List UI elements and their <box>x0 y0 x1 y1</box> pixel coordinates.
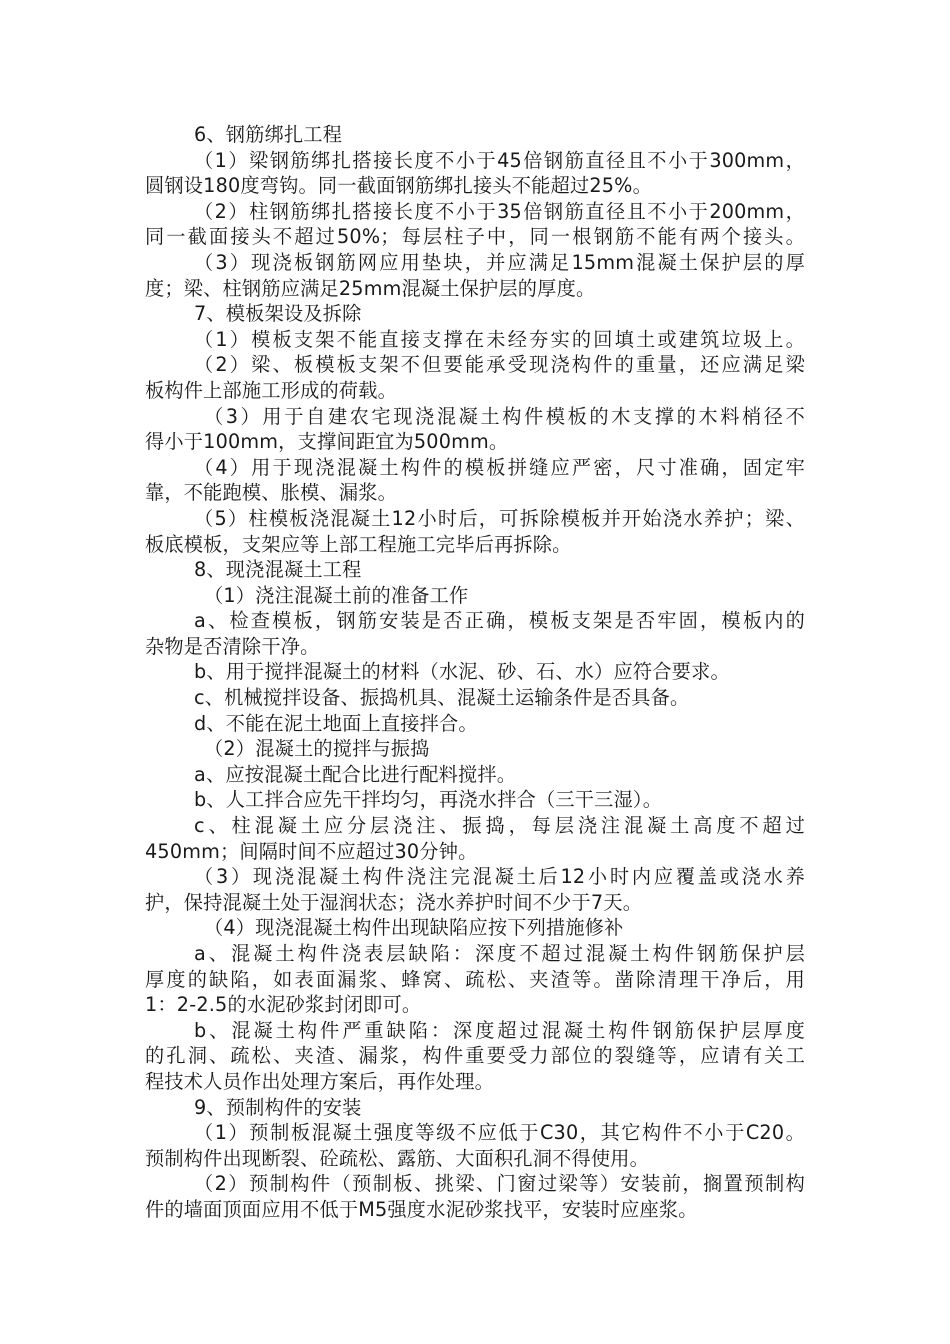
subsection-heading: （2）混凝土的搅拌与振捣 <box>204 737 430 761</box>
paragraph-line: a、检查模板，钢筋安装是否正确，模板支架是否牢固，模板内的 <box>194 609 805 633</box>
paragraph-line: a、应按混凝土配合比进行配料搅拌。 <box>194 762 517 786</box>
paragraph-line: c、柱混凝土应分层浇注、振捣，每层浇注混凝土高度不超过 <box>194 814 805 838</box>
document-body <box>145 122 805 1223</box>
section-heading: 8、现浇混凝土工程 <box>194 558 362 582</box>
paragraph-line: 杂物是否清除干净。 <box>145 634 320 658</box>
paragraph-line: （2）柱钢筋绑扎搭接长度不小于35倍钢筋直径且不小于200mm， <box>194 199 805 223</box>
paragraph-line: b、用于搅拌混凝土的材料（水泥、砂、石、水）应符合要求。 <box>194 660 730 684</box>
paragraph-line: 板构件上部施工形成的荷载。 <box>145 378 398 402</box>
paragraph-line: 靠，不能跑模、胀模、漏浆。 <box>145 481 398 505</box>
section-heading: 9、预制构件的安装 <box>194 1095 362 1119</box>
paragraph-line: （1）预制板混凝土强度等级不应低于C30，其它构件不小于C20。 <box>194 1121 805 1145</box>
paragraph-line: b、混凝土构件严重缺陷：深度超过混凝土构件钢筋保护层厚度 <box>194 1018 805 1042</box>
paragraph-line: （3）用于自建农宅现浇混凝土构件模板的木支撑的木料梢径不 <box>204 404 805 428</box>
paragraph-line: 1：2-2.5的水泥砂浆封闭即可。 <box>145 993 422 1017</box>
paragraph-line: 厚度的缺陷，如表面漏浆、蜂窝、疏松、夹渣等。凿除清理干净后，用 <box>145 967 805 991</box>
paragraph-line: （2）预制构件（预制板、挑梁、门窗过梁等）安装前，搁置预制构 <box>194 1172 805 1196</box>
section-heading: 7、模板架设及拆除 <box>194 302 362 326</box>
paragraph-line: 450mm；间隔时间不应超过30分钟。 <box>145 839 478 863</box>
paragraph-line: 护，保持混凝土处于湿润状态；浇水养护时间不少于7天。 <box>145 890 643 914</box>
paragraph-line: （2）梁、板模板支架不但要能承受现浇构件的重量，还应满足梁 <box>194 353 805 377</box>
paragraph-line: （4）用于现浇混凝土构件的模板拼缝应严密，尺寸准确，固定牢 <box>194 455 805 479</box>
paragraph-line: b、人工拌合应先干拌均匀，再浇水拌合（三干三湿）。 <box>194 788 663 812</box>
paragraph-line: 圆钢设180度弯钩。同一截面钢筋绑扎接头不能超过25%。 <box>145 174 652 198</box>
paragraph-line: （5）柱模板浇混凝土12小时后，可拆除模板并开始浇水养护；梁、 <box>194 506 805 530</box>
paragraph-line: 程技术人员作出处理方案后，再作处理。 <box>145 1069 494 1093</box>
paragraph-line: （1）梁钢筋绑扎搭接长度不小于45倍钢筋直径且不小于300mm， <box>194 148 805 172</box>
paragraph-line: 板底模板，支架应等上部工程施工完毕后再拆除。 <box>145 532 572 556</box>
paragraph-line: （3）现浇混凝土构件浇注完混凝土后12小时内应覆盖或浇水养 <box>194 865 805 889</box>
paragraph-line: a、混凝土构件浇表层缺陷：深度不超过混凝土构件钢筋保护层 <box>194 942 805 965</box>
paragraph-line: c、机械搅拌设备、振捣机具、混凝土运输条件是否具备。 <box>194 686 690 710</box>
paragraph-line: 同一截面接头不超过50%；每层柱子中，同一根钢筋不能有两个接头。 <box>145 225 805 249</box>
paragraph-line: 的孔洞、疏松、夹渣、漏浆，构件重要受力部位的裂缝等，应请有关工 <box>145 1044 805 1068</box>
paragraph-line: （1）模板支架不能直接支撑在未经夯实的回填土或建筑垃圾上。 <box>194 327 805 351</box>
paragraph-line: 预制构件出现断裂、砼疏松、露筋、大面积孔洞不得使用。 <box>145 1146 650 1170</box>
paragraph-line: （3）现浇板钢筋网应用垫块，并应满足15mm混凝土保护层的厚 <box>194 250 805 274</box>
subsection-heading: （4）现浇混凝土构件出现缺陷应按下列措施修补 <box>204 916 624 940</box>
paragraph-line: 度；梁、柱钢筋应满足25mm混凝土保护层的厚度。 <box>145 276 596 300</box>
section-heading: 6、钢筋绑扎工程 <box>194 123 343 146</box>
paragraph-line: 得小于100mm，支撑间距宜为500mm。 <box>145 430 509 454</box>
paragraph-line: d、不能在泥土地面上直接拌合。 <box>194 711 478 735</box>
paragraph-line: 件的墙面顶面应用不低于M5强度水泥砂浆找平，安装时应座浆。 <box>145 1197 698 1221</box>
subsection-heading: （1）浇注混凝土前的准备工作 <box>204 583 469 607</box>
